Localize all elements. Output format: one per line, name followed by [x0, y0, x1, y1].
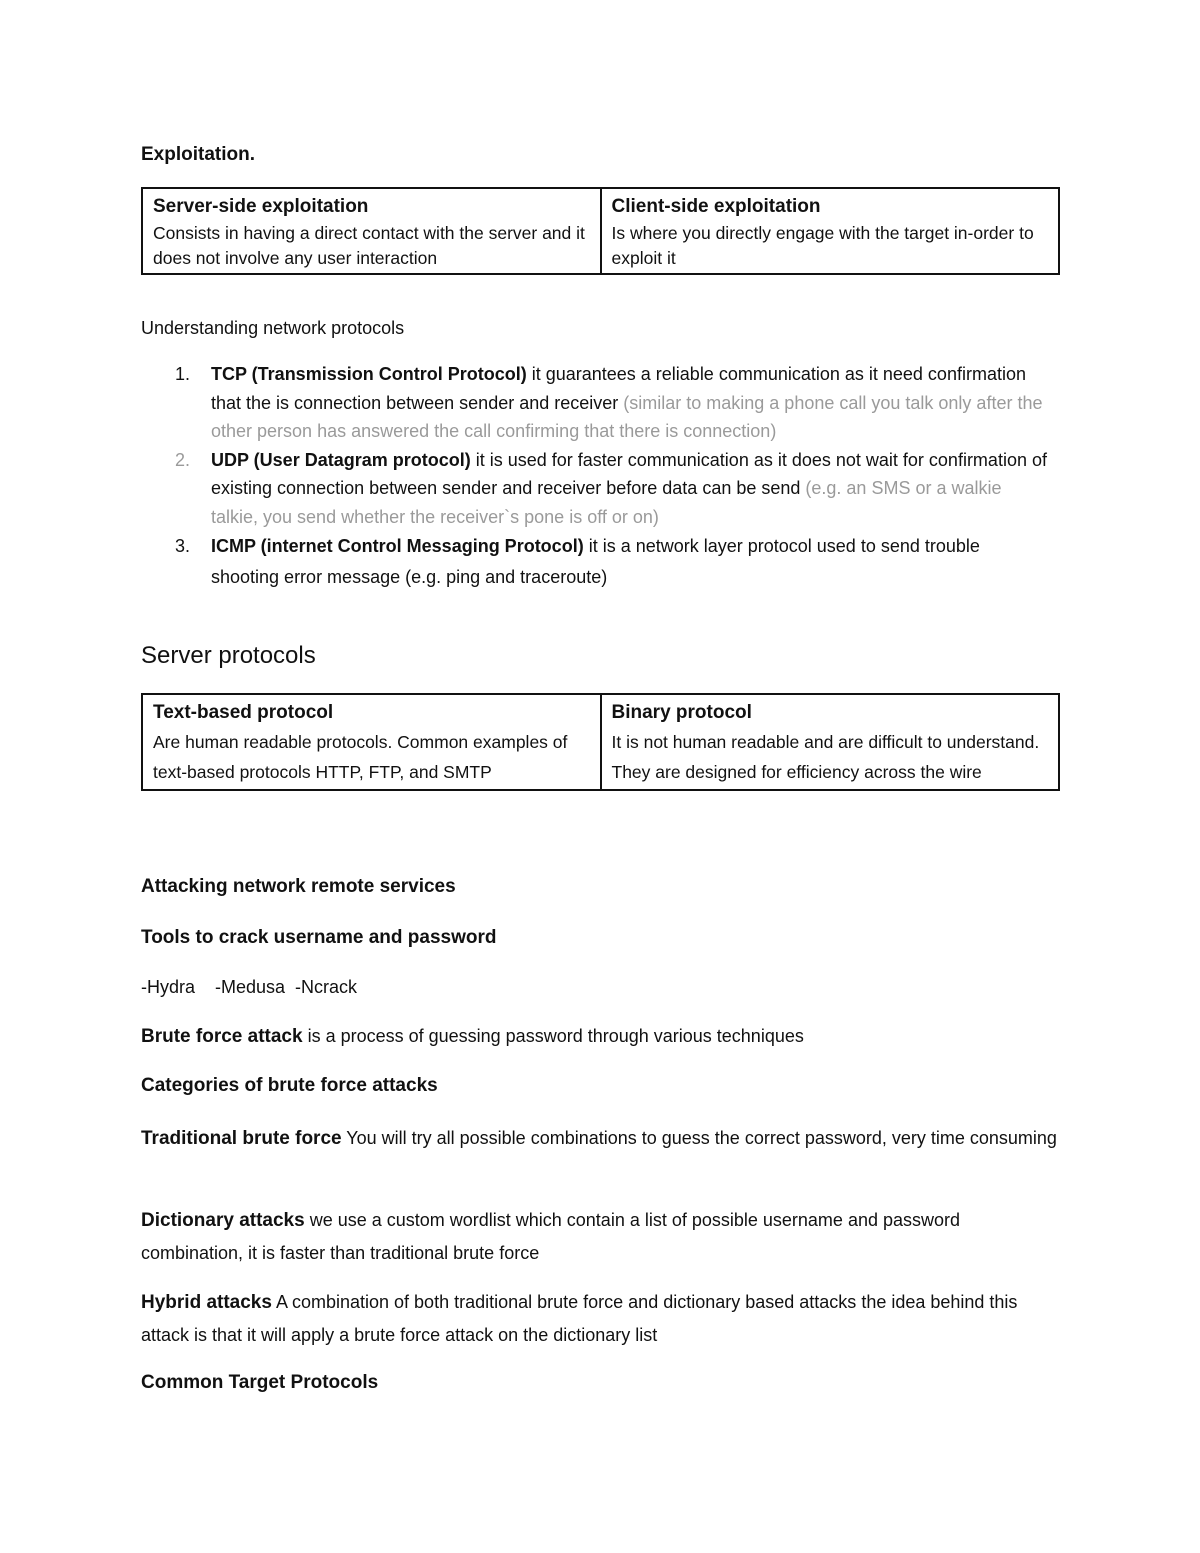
binary-text: It is not human readable and are difficult to understand. They are designed for efficiency across the wire [611, 732, 1040, 782]
categories-heading: Categories of brute force attacks [141, 1075, 438, 1096]
list-number: 1. [175, 364, 191, 384]
common-targets-heading: Common Target Protocols [141, 1372, 379, 1393]
protocol-example: (e.g. an SMS or a walkie talkie, you send whether the receiver`s pone is off or on) [211, 478, 1002, 527]
list-item [141, 360, 1051, 446]
protocol-name: UDP (User Datagram protocol) [211, 449, 471, 470]
server-protocols-table [141, 693, 1060, 791]
client-side-text: Is where you directly engage with the target in-order to exploit it [611, 223, 1034, 268]
brute-force-paragraph [141, 1020, 1061, 1053]
exploitation-table [141, 187, 1060, 275]
server-side-text: Consists in having a direct contact with the server and it does not involve any user interaction [153, 223, 585, 268]
server-protocols-title: Server protocols [141, 642, 316, 669]
traditional-text: You will try all possible combinations to guess the correct password, very time consuming [341, 1128, 1057, 1148]
text-based-title: Text-based protocol [153, 702, 334, 723]
server-side-cell [142, 188, 601, 274]
traditional-term: Traditional brute force [141, 1128, 342, 1149]
tools-list: -Hydra -Medusa -Ncrack [141, 977, 358, 997]
hybrid-term: Hybrid attacks [141, 1292, 272, 1313]
protocol-text: it is a network layer protocol used to send trouble shooting error message (e.g. ping and traceroute) [211, 536, 980, 587]
heading-exploitation: Exploitation. [141, 144, 255, 165]
protocol-name: TCP (Transmission Control Protocol) [211, 364, 527, 384]
binary-title: Binary protocol [611, 702, 752, 723]
list-item [141, 531, 1051, 593]
server-side-title: Server-side exploitation [153, 196, 369, 217]
protocol-example: (similar to making a phone call you talk only after the other person has answered the call confirming that there is connection) [211, 392, 1043, 441]
protocol-text: it guarantees a reliable communication as it need confirmation that the is connection between sender and receiver [211, 364, 1026, 413]
dictionary-term: Dictionary attacks [141, 1210, 305, 1231]
understanding-label: Understanding network protocols [141, 318, 405, 338]
hybrid-text: A combination of both traditional brute force and dictionary based attacks the idea behind this attack is that it will apply a brute force attack on the dictionary list [141, 1292, 1018, 1345]
protocol-name: ICMP (internet Control Messaging Protocol) [211, 536, 584, 556]
attacking-heading: Attacking network remote services [141, 876, 456, 897]
list-number: 3. [175, 536, 191, 556]
client-side-title: Client-side exploitation [611, 196, 821, 217]
brute-force-text: is a process of guessing password through various techniques [302, 1026, 804, 1046]
protocol-list [141, 360, 1051, 593]
list-number: 2. [175, 449, 191, 470]
hybrid-paragraph [141, 1286, 1061, 1351]
text-based-cell [142, 694, 601, 790]
dictionary-paragraph [141, 1204, 1061, 1269]
client-side-cell [601, 188, 1060, 274]
brute-force-term: Brute force attack [141, 1026, 303, 1047]
dictionary-text: we use a custom wordlist which contain a list of possible username and password combination, it is faster than traditional brute force [141, 1210, 961, 1263]
protocol-text: it is used for faster communication as it does not wait for confirmation of existing connection between sender and receiver before data can be send [211, 449, 1047, 498]
traditional-paragraph [141, 1122, 1061, 1155]
tools-heading: Tools to crack username and password [141, 927, 497, 948]
binary-cell [601, 694, 1060, 790]
list-item [141, 446, 1051, 532]
text-based-text: Are human readable protocols. Common examples of text-based protocols HTTP, FTP, and SMTP [153, 732, 568, 782]
